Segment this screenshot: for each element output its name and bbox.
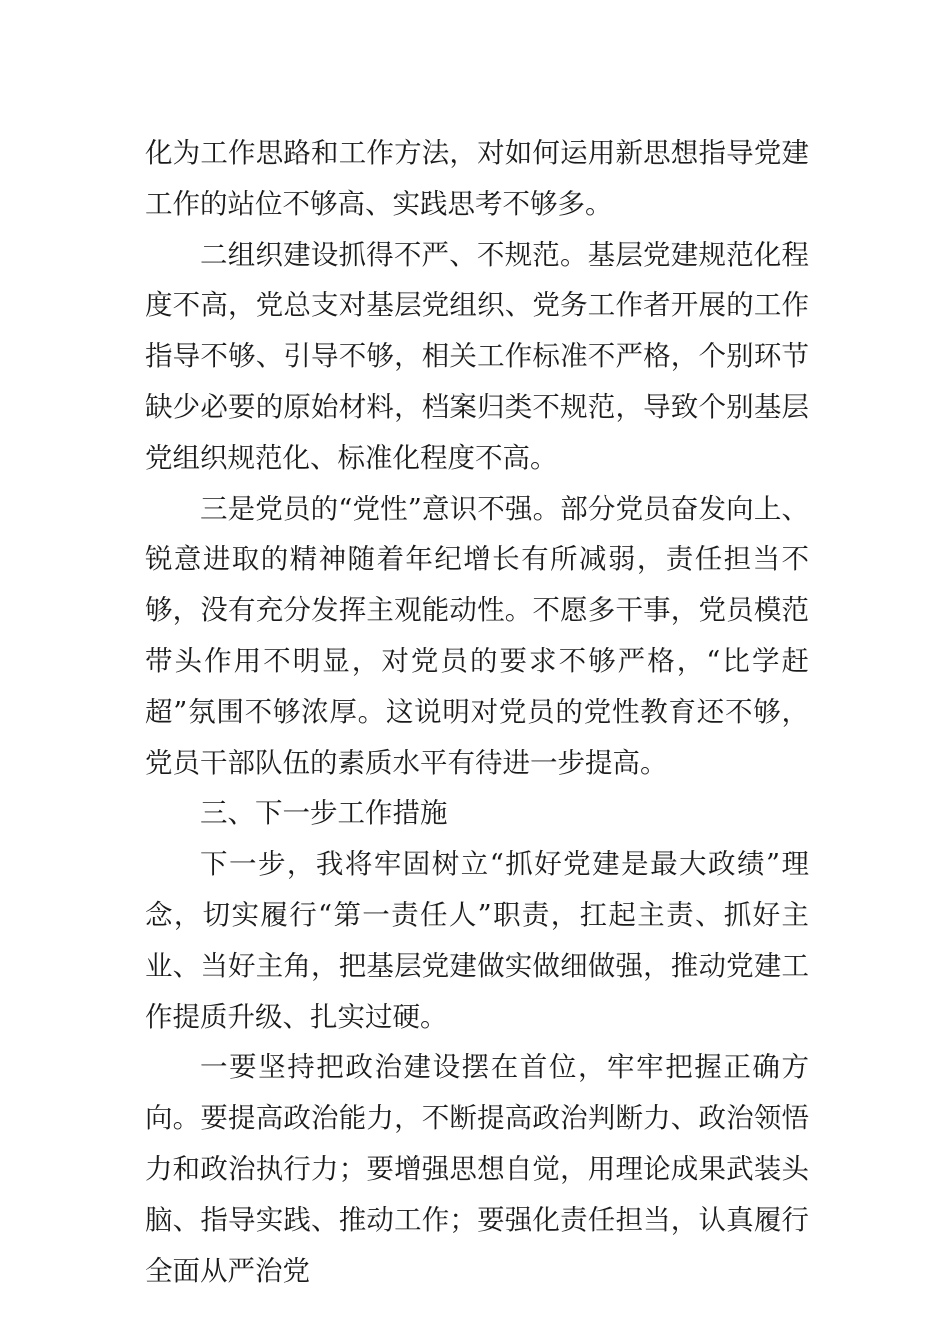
paragraph-next-step: 下一步，我将牢固树立“抓好党建是最大政绩”理念，切实履行“第一责任人”职责，扛起主责、抓好主业、当好主角，把基层党建做实做细做强，推动党建工作提质升级、扎实过硬。 (145, 848, 809, 1033)
paragraph-organization-building: 二组织建设抓得不严、不规范。基层党建规范化程度不高，党总支对基层党组织、党务工作者开展的工作指导不够、引导不够，相关工作标准不严格，个别环节缺少必要的原始材料，档案归类不规范，导致个别基层党组织规范化、标准化程度不高。 (145, 238, 809, 474)
paragraph-party-spirit: 三是党员的“党性”意识不强。部分党员奋发向上、锐意进取的精神随着年纪增长有所减弱，责任担当不够，没有充分发挥主观能动性。不愿多干事，党员模范带头作用不明显，对党员的要求不够严格，“比学赶超”氛围不够浓厚。这说明对党员的党性教育还不够，党员干部队伍的素质水平有待进一步提高。 (145, 492, 809, 779)
body-text (145, 128, 809, 1296)
section-heading-next-steps: 三、下一步工作措施 (200, 797, 448, 830)
paragraph-continued: 化为工作思路和工作方法，对如何运用新思想指导党建工作的站位不够高、实践思考不够多。 (145, 137, 809, 220)
paragraph-political-building: 一要坚持把政治建设摆在首位，牢牢把握正确方向。要提高政治能力，不断提高政治判断力、政治领悟力和政治执行力；要增强思想自觉，用理论成果武装头脑、指导实践、推动工作；要强化责任担当，认真履行全面从严治党 (145, 1051, 809, 1287)
